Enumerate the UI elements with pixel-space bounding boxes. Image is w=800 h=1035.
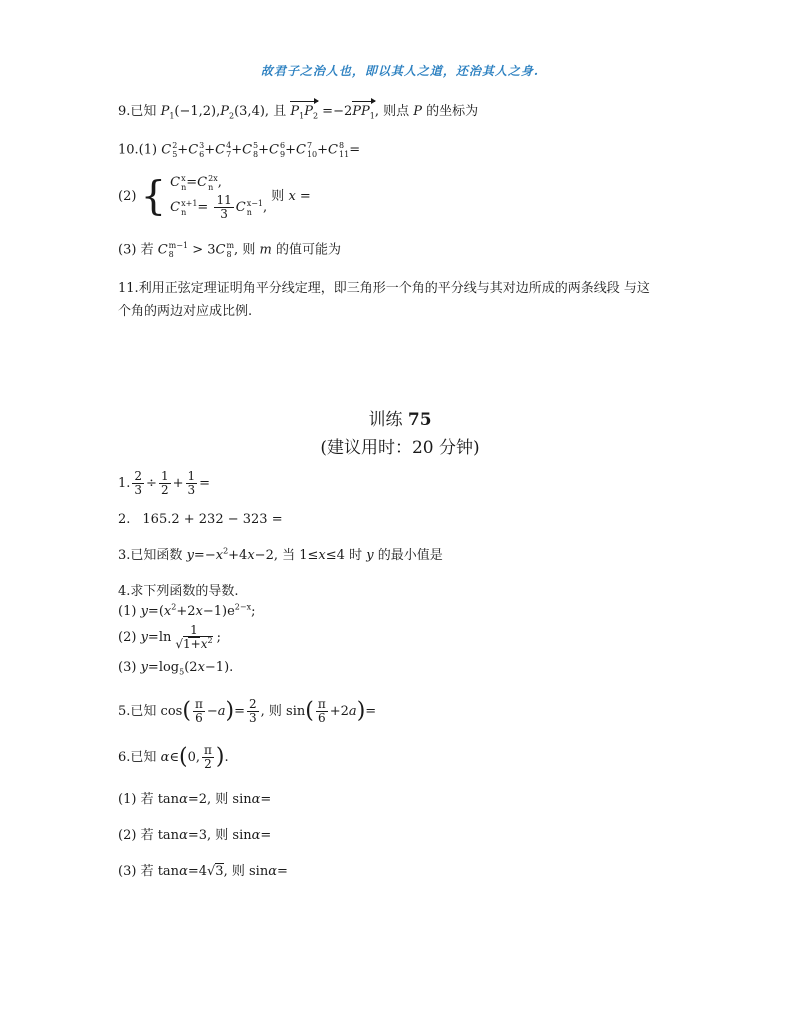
- question-11-line-1: 11.利用正弦定理证明角平分线定理，即三角形一个角的平分线与其对边所成的两条线段 与这: [118, 281, 650, 296]
- question-10-part-1: 10.(1) C 2 5 +C 3 6 +C 4 7 +C 5 8 +C 6 9 +C 7 10 +C 8 11 =: [118, 141, 361, 159]
- problem-6-part-1: (1) 若 tanα=2, 则 sinα=: [118, 792, 272, 807]
- question-10-part-3: (3) 若 C m−1 8 > 3C m 8 , 则 m 的值可能为: [118, 241, 341, 259]
- problem-3: 3.已知函数 $y=-x^2+4x-2$, 当 1≤x≤4 时 y 的最小值是: [118, 546, 443, 563]
- problem-6: 6.已知 α∈(0, $\frac{\pi}{2}$ ).: [118, 743, 229, 771]
- problem-6-part-3: (3) 若 tanα=4√3, 则 sinα=: [118, 864, 288, 879]
- vector-p1p: $P_1P_2$: [290, 104, 319, 121]
- problem-2: 2. 165.2 + 232 − 323 =: [118, 512, 283, 527]
- section-title: 训练 75: [368, 410, 432, 430]
- section-subtitle: (建议用时：20 分钟): [320, 438, 480, 458]
- equation-system: C x n =C 2x n , C x+1 n = $\frac{11}{3}$ C x−1 n ,: [170, 173, 268, 221]
- problem-1: 1. $\frac{2}{3}$ ÷ $\frac{1}{2}$ + $\frac{1}{3}$ =: [118, 469, 211, 497]
- problem-4-item-1: (1) $y=(x^2+2x-1)e^{2-x}$;: [118, 602, 256, 619]
- question-10-part-2: (2) { C x n =C 2x n , C x+1 n = $\frac{11}{3}$ C x−1 n , 则 x =: [118, 173, 311, 221]
- problem-4-title: 4.求下列函数的导数.: [118, 584, 239, 599]
- problem-6-part-2: (2) 若 tanα=3, 则 sinα=: [118, 828, 272, 843]
- problem-4-item-3: (3) $y=\log_5(2x-1)$.: [118, 660, 234, 677]
- header-motto: 故君子之治人也，即以其人之道，还治其人之身.: [260, 64, 540, 78]
- question-9: 9.已知 $P_1(-1,2),P_2(3,4)$, 且 $P_1P_2 =-2PP_1$, 则点 P 的坐标为: [118, 104, 479, 121]
- problem-4-item-2: (2) y=ln $\frac{1}{√1+x^2}$ ;: [118, 623, 221, 651]
- problem-5: 5.已知 cos( $\frac{\pi}{6}$ −a)= $\frac{2}{3}$ , 则 sin( $\frac{\pi}{6}$ +2a)=: [118, 697, 377, 725]
- vector-pp1: $PP_1$: [352, 104, 375, 121]
- question-11-line-2: 个角的两边对应成比例.: [118, 304, 253, 319]
